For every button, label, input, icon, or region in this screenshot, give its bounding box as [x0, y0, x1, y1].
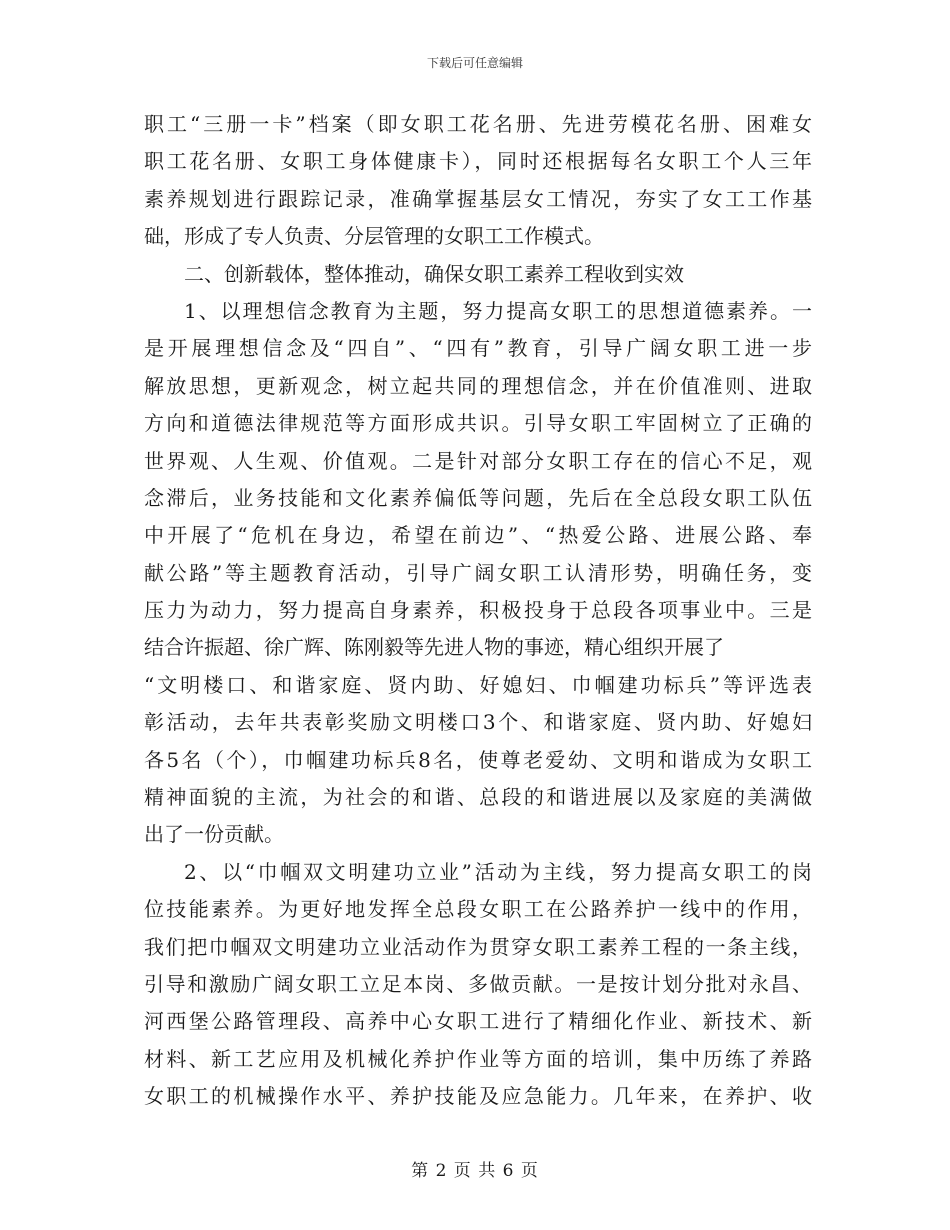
text-line: 职工“三册一卡”档案（即女职工花名册、先进劳模花名册、困难女 — [144, 112, 812, 136]
section-heading — [144, 256, 812, 293]
text-line: 素养规划进行跟踪记录，准确掌握基层女工情况，夯实了女工工作基 — [144, 186, 812, 211]
text-line: 中开展了“危机在身边，希望在前边”、“热爱公路、进展公路、奉 — [144, 523, 812, 548]
text-line: 女职工的机械操作水平、养护技能及应急能力。几年来，在养护、收 — [144, 1084, 812, 1109]
text-line: 我们把巾帼双文明建功立业活动作为贯穿女职工素养工程的一条主线， — [144, 934, 812, 959]
text-line: 职工花名册、女职工身体健康卡），同时还根据每名女职工个人三年 — [144, 149, 812, 174]
text-line: 方向和道德法律规范等方面形成共识。引导女职工牢固树立了正确的 — [144, 411, 812, 436]
paragraph — [144, 854, 812, 1116]
text-line: 世界观、人生观、价值观。二是针对部分女职工存在的信心不足，观 — [144, 448, 812, 473]
page-number-footer: 第 2 页 共 6 页 — [411, 1161, 539, 1181]
text-line: 二、创新载体，整体推动，确保女职工素养工程收到实效 — [184, 261, 684, 286]
text-line: 引导和激励广阔女职工立足本岗、多做贡献。一是按计划分批对永昌、 — [144, 971, 812, 996]
text-line: 是开展理想信念及“四自”、“四有”教育，引导广阔女职工进一步 — [144, 336, 812, 361]
paragraph — [144, 293, 812, 854]
text-line: 出了一份贡献。 — [144, 822, 284, 847]
text-line: 础，形成了专人负责、分层管理的女职工工作模式。 — [144, 224, 604, 249]
page-header: 下载后可任意编辑 — [426, 56, 523, 70]
text-line: 各5名（个），巾帼建功标兵8名，使尊老爱幼、文明和谐成为女职工 — [144, 747, 812, 772]
text-line: 压力为动力，努力提高自身素养，积极投身于总段各项事业中。三是 — [144, 598, 812, 623]
text-line: 彰活动，去年共表彰奖励文明楼口3个、和谐家庭、贤内助、好媳妇 — [144, 710, 812, 735]
text-line: 结合许振超、徐广辉、陈刚毅等先进人物的事迹，精心组织开展了 — [144, 635, 724, 660]
text-line: 位技能素养。为更好地发挥全总段女职工在公路养护一线中的作用， — [144, 897, 812, 922]
text-line: 1、以理想信念教育为主题，努力提高女职工的思想道德素养。一 — [184, 298, 812, 323]
text-line: 2、以“巾帼双文明建功立业”活动为主线，努力提高女职工的岗 — [184, 859, 812, 884]
text-line: 河西堡公路管理段、高养中心女职工进行了精细化作业、新技术、新 — [144, 1009, 812, 1034]
text-line: 献公路”等主题教育活动，引导广阔女职工认清形势，明确任务，变 — [144, 560, 812, 585]
paragraph — [144, 106, 812, 256]
text-line: 材料、新工艺应用及机械化养护作业等方面的培训，集中历练了养路 — [144, 1046, 812, 1071]
text-line: 念滞后，业务技能和文化素养偏低等问题，先后在全总段女职工队伍 — [144, 485, 812, 510]
text-line: 解放思想，更新观念，树立起共同的理想信念，并在价值准则、进取 — [144, 373, 812, 398]
document-body — [144, 106, 812, 1116]
text-line: “文明楼口、和谐家庭、贤内助、好媳妇、巾帼建功标兵”等评选表 — [144, 672, 812, 697]
text-line: 精神面貌的主流，为社会的和谐、总段的和谐进展以及家庭的美满做 — [144, 785, 812, 810]
